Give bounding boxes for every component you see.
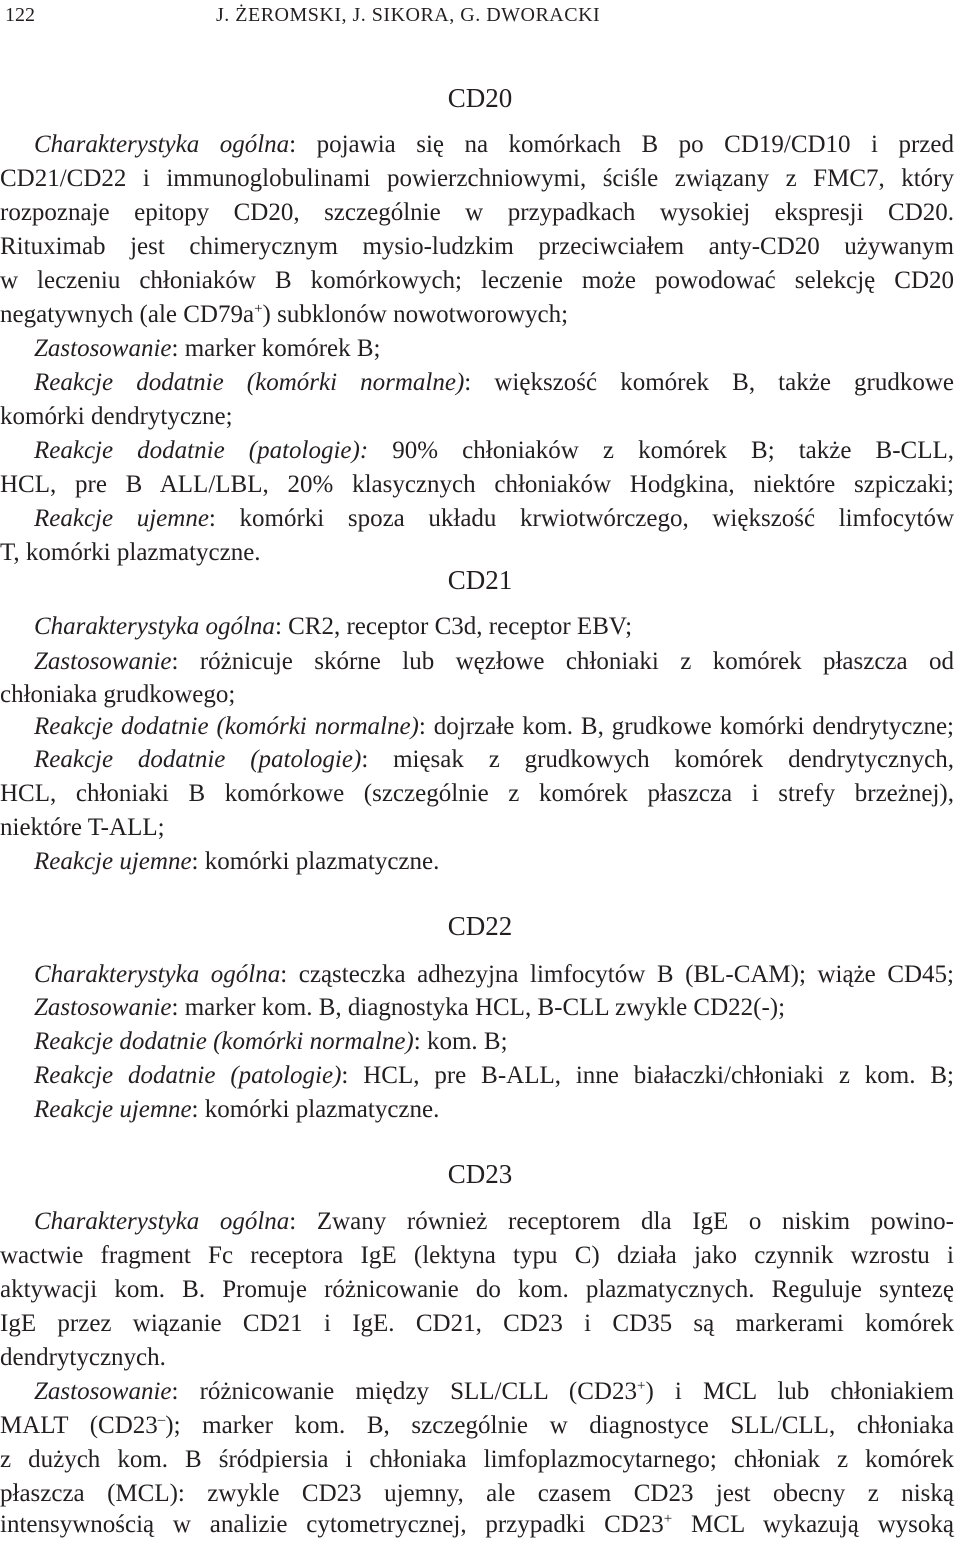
label-reakcje-ujemne: Reakcje ujemne [34, 505, 209, 532]
cd20-ogolna-line-1: Charakterystyka ogólna: pojawia się na komórkach B po CD19/CD10 i przed [34, 131, 954, 158]
label-zastosowanie: Zastosowanie [34, 994, 172, 1021]
label-reakcje-patologie: Reakcje dodatnie (patologie) [34, 746, 362, 773]
cd23-ogolna-line-2: wactwie fragment Fc receptora IgE (lektyna typu C) działa jako czynnik wzrostu i [0, 1242, 954, 1269]
page-header [0, 4, 960, 28]
section-title-cd23: CD23 [447, 1159, 513, 1189]
cd22-ogolna: Charakterystyka ogólna: cząsteczka adhezyjna limfocytów B (BL-CAM); wiąże CD45; [34, 961, 954, 988]
cd21-zastosowanie-line-1: Zastosowanie: różnicuje skórne lub węzłowe chłoniaki z komórek płaszcza od [34, 648, 954, 675]
page-number: 122 [5, 4, 35, 26]
cd23-zastosowanie-line-5: intensywnością w analizie cytometrycznej, przypadki CD23+ MCL wykazują wysoką [0, 1511, 954, 1538]
label-charakterystyka: Charakterystyka ogólna [34, 613, 275, 640]
label-reakcje-ujemne: Reakcje ujemne [34, 1096, 192, 1123]
cd22-patologie: Reakcje dodatnie (patologie): HCL, pre B-ALL, inne białaczki/chłoniaki z kom. B; [34, 1062, 954, 1089]
cd20-patologie-line-1: Reakcje dodatnie (patologie): 90% chłoniaków z komórek B; także B-CLL, [34, 437, 955, 464]
cd23-zastosowanie-line-3: z dużych kom. B śródpiersia i chłoniaka limfoplazmocytarnego; chłoniak z komórek [0, 1446, 954, 1473]
cd21-normalne: Reakcje dodatnie (komórki normalne): dojrzałe kom. B, grudkowe komórki dendrytyczne; [34, 713, 954, 740]
cd20-patologie-line-2: HCL, pre B ALL/LBL, 20% klasycznych chłoniaków Hodgkina, niektóre szpiczaki; [0, 471, 954, 498]
cd20-ogolna-line-6: negatywnych (ale CD79a+) subklonów nowotworowych; [0, 301, 569, 328]
label-charakterystyka: Charakterystyka ogólna [34, 131, 290, 158]
section-title-cd21: CD21 [447, 565, 513, 595]
cd23-zastosowanie-line-1: Zastosowanie: różnicowanie między SLL/CLL (CD23+) i MCL lub chłoniakiem [34, 1378, 954, 1405]
section-title-cd20: CD20 [447, 83, 513, 113]
cd20-zastosowanie: Zastosowanie: marker komórek B; [34, 335, 381, 362]
label-charakterystyka: Charakterystyka ogólna [34, 1208, 290, 1235]
cd21-patologie-line-1: Reakcje dodatnie (patologie): mięsak z grudkowych komórek dendrytycznych, [34, 746, 954, 773]
cd20-ogolna-line-2: CD21/CD22 i immunoglobulinami powierzchniowymi, ściśle związany z FMC7, który [0, 165, 954, 192]
label-reakcje-patologie: Reakcje dodatnie (patologie) [34, 1062, 342, 1089]
cd23-ogolna-line-5: dendrytycznych. [0, 1344, 166, 1371]
cd20-ujemne-line-2: T, komórki plazmatyczne. [0, 539, 261, 566]
cd20-normalne-line-2: komórki dendrytyczne; [0, 403, 233, 430]
running-head-authors: J. ŻEROMSKI, J. SIKORA, G. DWORACKI [216, 4, 601, 26]
cd22-ujemne: Reakcje ujemne: komórki plazmatyczne. [34, 1096, 440, 1123]
cd21-ujemne: Reakcje ujemne: komórki plazmatyczne. [34, 848, 440, 875]
label-reakcje-normalne: Reakcje dodatnie (komórki normalne) [34, 713, 419, 740]
cd21-zastosowanie-line-2: chłoniaka grudkowego; [0, 681, 236, 708]
cd23-ogolna-line-3: aktywacji kom. B. Promuje różnicowanie do kom. plazmatycznych. Reguluje syntezę [0, 1276, 954, 1303]
label-zastosowanie: Zastosowanie [34, 1378, 172, 1405]
cd20-ogolna-line-3: rozpoznaje epitopy CD20, szczególnie w przypadkach wysokiej ekspresji CD20. [0, 199, 954, 226]
label-reakcje-ujemne: Reakcje ujemne [34, 848, 192, 875]
cd23-zastosowanie-line-2: MALT (CD23–); marker kom. B, szczególnie w diagnostyce SLL/CLL, chłoniaka [0, 1412, 954, 1439]
cd22-normalne: Reakcje dodatnie (komórki normalne): kom. B; [34, 1028, 508, 1055]
label-reakcje-normalne: Reakcje dodatnie (komórki normalne) [34, 1028, 414, 1055]
cd22-zastosowanie: Zastosowanie: marker kom. B, diagnostyka HCL, B-CLL zwykle CD22(-); [34, 994, 786, 1021]
cd21-patologie-line-2: HCL, chłoniaki B komórkowe (szczególnie z komórek płaszcza i strefy brzeżnej), [0, 780, 954, 807]
cd21-ogolna: Charakterystyka ogólna: CR2, receptor C3d, receptor EBV; [34, 613, 633, 640]
cd20-normalne-line-1: Reakcje dodatnie (komórki normalne): większość komórek B, także grudkowe [34, 369, 954, 396]
label-zastosowanie: Zastosowanie [34, 648, 172, 675]
cd23-ogolna-line-4: IgE przez wiązanie CD21 i IgE. CD21, CD23 i CD35 są markerami komórek [0, 1310, 954, 1337]
label-reakcje-normalne: Reakcje dodatnie (komórki normalne) [34, 369, 465, 396]
label-reakcje-patologie: Reakcje dodatnie (patologie): [34, 437, 369, 464]
cd20-ogolna-line-4: Rituximab jest chimerycznym mysio-ludzkim przeciwciałem anty-CD20 używanym [0, 233, 954, 260]
label-charakterystyka: Charakterystyka ogólna [34, 961, 281, 988]
section-title-cd22: CD22 [447, 911, 513, 941]
cd20-ogolna-line-5: w leczeniu chłoniaków B komórkowych; leczenie może powodować selekcję CD20 [0, 267, 954, 294]
cd23-ogolna-line-1: Charakterystyka ogólna: Zwany również receptorem dla IgE o niskim powino- [34, 1208, 954, 1235]
label-zastosowanie: Zastosowanie [34, 335, 172, 362]
cd23-zastosowanie-line-4: płaszcza (MCL): zwykle CD23 ujemny, ale czasem CD23 jest obecny z niską [0, 1480, 954, 1507]
cd20-ujemne-line-1: Reakcje ujemne: komórki spoza układu krwiotwórczego, większość limfocytów [34, 505, 954, 532]
cd21-patologie-line-3: niektóre T-ALL; [0, 814, 165, 841]
